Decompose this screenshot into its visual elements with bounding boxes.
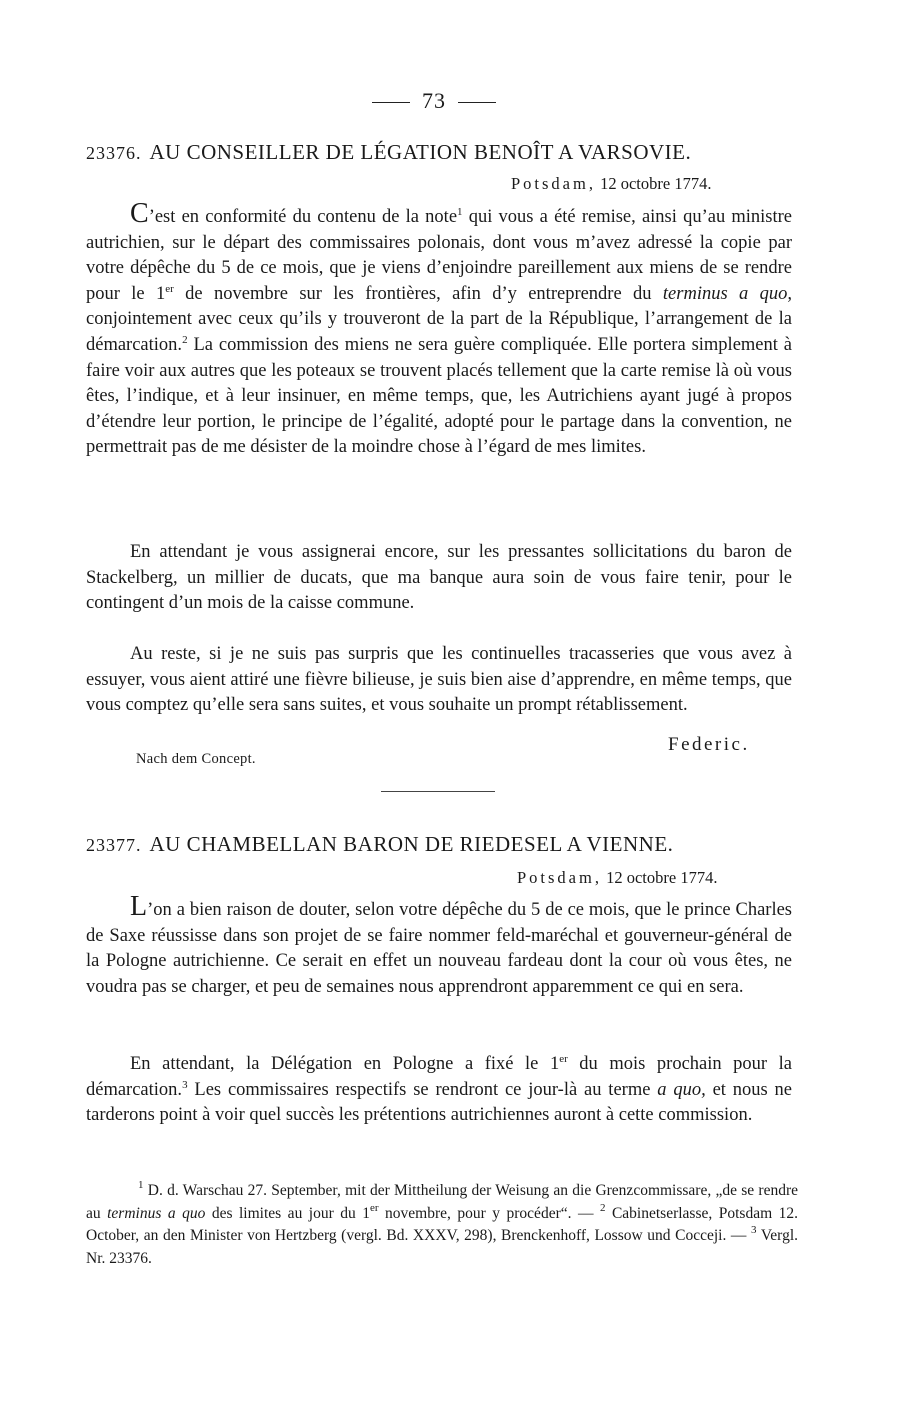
page-number-dash-right bbox=[458, 102, 496, 103]
letter-1-signature: Federic. bbox=[668, 734, 750, 755]
footnote-ref-1: 1 bbox=[457, 206, 463, 218]
footnote-1: D. d. Warschau 27. September, mit der Mittheilung der Weisung an die Grenzcommissare, „de se rendre au bbox=[86, 1182, 798, 1222]
footnote-2: Cabinetserlasse, Potsdam 12. October, an den Minister von Hertzberg (vergl. Bd. XXXV, 298), Brenckenhoff, Lossow und Cocceji. — bbox=[86, 1204, 798, 1244]
footnote-3: Vergl. Nr. 23376. bbox=[86, 1227, 798, 1267]
letter-1-paragraph-1: C’est en conformité du contenu de la note$^1$ qui vous a été remise, ainsi qu’au ministre autrichien, sur le départ des commissaires polonais, dont vous m’avez adressé la copie par votre dépêche du 5 de ce mois, que je viens d’enjoindre pareillement aux miens de se rendre pour le 1er de novembre sur les frontières, afin d’y entreprendre du terminus a quo, conjointement avec ceux qu’ils y trouveront de la part de la République, l’arrangement de la démarcation.$^2$ La commission des miens ne sera guère compliquée. Elle portera simplement à faire voir aux autres que les poteaux se trouvent placés tellement que la carte remise là où vous êtes, l’indique, et à leur insinuer, en même temps, que, les Autrichiens ayant jugé à propos d’étendre leur portion, le principe de l’égalité, adopté pour le partage dans la convention, ne permettrait pas de me désister de la moindre chose à l’égard de mes limites. bbox=[86, 198, 793, 458]
footnote-1-mark: 1 bbox=[138, 1179, 144, 1191]
letter-1-place: Potsdam, bbox=[511, 174, 596, 193]
letter-1-source-note: Nach dem Concept. bbox=[136, 751, 256, 767]
footnote-ref-3: 3 bbox=[182, 1078, 188, 1091]
letter-2-dateline bbox=[517, 868, 717, 888]
letter-2-date: 12 octobre 1774. bbox=[606, 868, 718, 887]
letter-2-number: 23377. bbox=[86, 835, 142, 855]
letter-1-title: AU CONSEILLER DE LÉGATION BENOÎT A VARSOVIE. bbox=[149, 140, 692, 164]
letter-1-dateline bbox=[511, 174, 711, 194]
letter-2-paragraph-2: En attendant, la Délégation en Pologne a fixé le 1er du mois prochain pour la démarcation.$^3$ Les commissaires respectifs se rendront ce jour-là au terme a quo, et nous ne tarderons point à voir quel succès les prétentions autrichiennes auront à cette commission. bbox=[86, 1053, 793, 1126]
letter-1-heading bbox=[86, 140, 796, 165]
letter-1-date: 12 octobre 1774. bbox=[600, 174, 712, 193]
letter-2-title: AU CHAMBELLAN BARON DE RIEDESEL A VIENNE. bbox=[149, 832, 674, 856]
page-number-text: 73 bbox=[422, 88, 446, 113]
footnote-ref-2: 2 bbox=[182, 333, 188, 346]
letter-2-place: Potsdam, bbox=[517, 868, 602, 887]
footnotes: $^1$ D. d. Warschau 27. September, mit der Mittheilung der Weisung an die Grenzcommissare, „de se rendre au terminus a quo des limites au jour du 1er novembre, pour y procéder“. — $^2$ Cabinetserlasse, Potsdam 12. October, an den Minister von Hertzberg (vergl. Bd. XXXV, 298), Brenckenhoff, Lossow und Cocceji. — $^3$ Vergl. Nr. 23376. bbox=[86, 1179, 798, 1267]
page-number bbox=[0, 88, 868, 114]
letter-1-paragraph-3: Au reste, si je ne suis pas surpris que les continuelles tracasseries que vous avez à essuyer, vous aient attiré une fièvre bilieuse, je suis bien aise d’apprendre, en même temps, que vous comptez qu’elle sera sans suites, et vous souhaite un prompt rétablissement. bbox=[86, 644, 792, 716]
section-divider bbox=[381, 791, 495, 792]
page-number-dash-left bbox=[372, 102, 410, 103]
footnote-2-mark: 2 bbox=[599, 1201, 606, 1214]
letter-2-heading bbox=[86, 832, 796, 857]
letter-1-number: 23376. bbox=[86, 143, 142, 163]
footnote-3-mark: 3 bbox=[751, 1224, 757, 1236]
letter-1-paragraph-2: En attendant je vous assignerai encore, sur les pressantes sollicitations du baron de Stackelberg, un millier de ducats, que ma banque aura soin de vous faire tenir, pour le contingent d’un mois de la caisse commune. bbox=[86, 542, 792, 614]
letter-2-paragraph-1: L’on a bien raison de douter, selon votre dépêche du 5 de ce mois, que le prince Charles de Saxe réussisse dans son projet de se faire nommer feld-maréchal et gouverneur-général de la Pologne autrichienne. Ce serait en effet un nouveau fardeau dont la cour où vous êtes, ne voudra pas se charger, et peu de semaines nous apprendront apparemment ce qui en sera. bbox=[86, 891, 792, 997]
